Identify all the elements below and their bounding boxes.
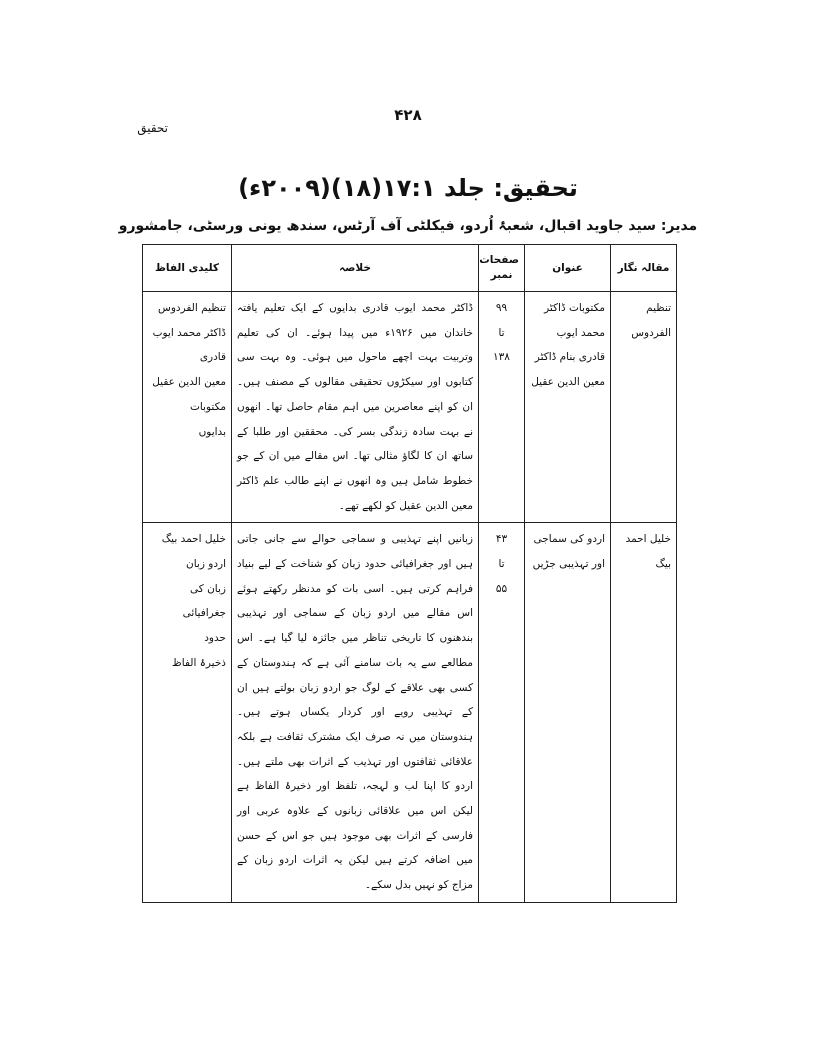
keyword: خلیل احمد بیگ bbox=[161, 533, 226, 546]
keyword: معین الدین عقیل bbox=[152, 376, 226, 389]
column-header-author: مقالہ نگار bbox=[611, 245, 677, 292]
keyword: بدایوں bbox=[198, 425, 226, 438]
keywords-cell bbox=[143, 523, 232, 903]
page-start: ۹۹ bbox=[495, 302, 508, 314]
author-cell: خلیل احمد بیگ bbox=[611, 523, 677, 903]
page-range-separator: تا bbox=[498, 558, 505, 571]
article-title-cell: اردو کی سماجی اور تہذیبی جڑیں bbox=[525, 523, 611, 903]
keyword: ڈاکٹر محمد ایوب قادری bbox=[152, 326, 226, 364]
journal-editor-line: مدیر: سید جاوید اقبال، شعبۂ اُردو، فیکلٹی آف آرٹس، سندھ یونی ورسٹی، جامشورو bbox=[118, 218, 698, 234]
pages-cell bbox=[479, 523, 525, 903]
journal-title: تحقیق: جلد ۱۷:۱(۱۸)(۲۰۰۹ء) bbox=[238, 174, 578, 202]
summary-cell: زبانیں اپنے تہذیبی و سماجی حوالے سے جانی جاتی ہیں اور جغرافیائی حدود زبان کو شناخت کے لیے بنیاد فراہم کرتی ہیں۔ اسی بات کو مدنظر رکھتے ہوئے اس مقالے میں اردو زبان کے سماجی اور تہذیبی بندھنوں کا تاریخی تناظر میں جائزہ لیا گیا ہے۔ اس مطالعے سے یہ بات سامنے آئی ہے کہ ہندوستان کے کسی بھی علاقے کے لوگ جو اردو زبان بولتے ہیں ان کے تہذیبی رویے اور کردار یکساں ہوتے ہیں۔ ہندوستان میں نہ صرف ایک مشترک ثقافت ہے بلکہ علاقائی ثقافتوں اور تہذیب کے اثرات بھی ملتے ہیں۔ اردو کا اپنا لب و لہجہ، تلفظ اور ذخیرۂ الفاظ ہے لیکن اس میں علاقائی زبانوں کے علاوہ عربی اور فارسی کے اثرات بھی موجود ہیں جو اس کے حسن میں اضافہ کرتے ہیں لیکن یہ اثرات اردو زبان کے مزاج کو نہیں بدل سکے۔ bbox=[232, 523, 479, 903]
column-header-summary: خلاصہ bbox=[232, 245, 479, 292]
page-number: ۴۲۸ bbox=[394, 106, 422, 124]
pages-cell bbox=[479, 292, 525, 523]
articles-table bbox=[142, 244, 677, 903]
table-row bbox=[143, 292, 677, 523]
keyword: زبان کی جغرافیائی bbox=[182, 582, 226, 620]
column-header-keywords: کلیدی الفاظ bbox=[143, 245, 232, 292]
column-header-title: عنوان bbox=[525, 245, 611, 292]
page-range-separator: تا bbox=[498, 326, 505, 339]
table-header-row bbox=[143, 245, 677, 292]
summary-cell: ڈاکٹر محمد ایوب قادری بدایوں کے ایک تعلیم یافتہ خاندان میں ۱۹۲۶ء میں پیدا ہوئے۔ ان کی تعلیم وتربیت بہت اچھے ماحول میں ہوئی۔ وہ بہت سی کتابوں اور سیکڑوں تحقیقی مقالوں کے مصنف ہیں۔ ان کو اپنے معاصرین میں اہم مقام حاصل تھا۔ انھوں نے بہت سادہ زندگی بسر کی۔ محققین اور طلبا کے ساتھ ان کا لگاؤ مثالی تھا۔ اس مقالے میں ان کے جو خطوط شامل ہیں وہ انھوں نے اپنے طالب علم ڈاکٹر معین الدین عقیل کو لکھے تھے۔ bbox=[232, 292, 479, 523]
running-head: تحقیق bbox=[137, 121, 168, 135]
keyword: تنظیم الفردوس bbox=[158, 302, 226, 314]
page-start: ۴۳ bbox=[495, 533, 508, 546]
author-cell: تنظیم الفردوس bbox=[611, 292, 677, 523]
table-row bbox=[143, 523, 677, 903]
keyword: اردو زبان bbox=[186, 558, 226, 571]
keyword: حدود bbox=[204, 632, 226, 645]
keyword: ذخیرۂ الفاظ bbox=[172, 656, 226, 669]
column-header-pages: صفحات نمبر bbox=[479, 245, 525, 292]
keywords-cell bbox=[143, 292, 232, 523]
page-end: ۵۵ bbox=[495, 582, 508, 595]
keyword: مکتوبات bbox=[189, 400, 226, 413]
page-end: ۱۳۸ bbox=[493, 351, 510, 364]
article-title-cell: مکتوبات ڈاکٹر محمد ایوب قادری بنام ڈاکٹر معین الدین عقیل bbox=[525, 292, 611, 523]
